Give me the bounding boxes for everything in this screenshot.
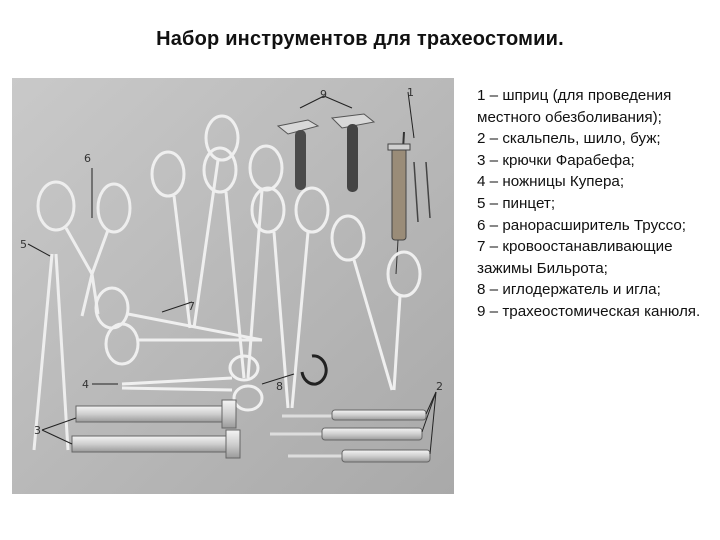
photo-label-7: 7 [188,300,195,313]
photo-label-4: 4 [82,378,89,391]
photo-label-6: 6 [84,152,91,165]
photo-label-8: 8 [276,380,283,393]
legend-item-dilator: 6 – ранорасширитель Труссо; [477,216,687,234]
photo-label-9: 9 [320,88,327,101]
legend-item-cannula: 9 – трахеостомическая канюля. [477,302,701,320]
instrument-legend [477,85,709,323]
slide-title: Набор инструментов для трахеостомии. [156,28,564,50]
legend-item-syringe: 1 – шприц (для проведения местного обезболивания); [477,87,672,126]
legend-item-retractors: 3 – крючки Фарабефа; [477,151,635,169]
legend-item-scalpel: 2 – скальпель, шило, буж; [477,130,661,148]
photo-label-1: 1 [407,86,414,99]
photo-label-5: 5 [20,238,27,251]
instrument-set-photo [12,78,454,494]
photo-label-3: 3 [34,424,41,437]
legend-item-needle-holder: 8 – иглодержатель и игла; [477,281,661,299]
legend-item-clamps: 7 – кровоостанавливающие зажимы Бильрота; [477,238,673,277]
instrument-illustration [12,78,454,494]
legend-item-scissors: 4 – ножницы Купера; [477,173,625,191]
photo-label-2: 2 [436,380,443,393]
legend-item-forceps: 5 – пинцет; [477,194,556,212]
